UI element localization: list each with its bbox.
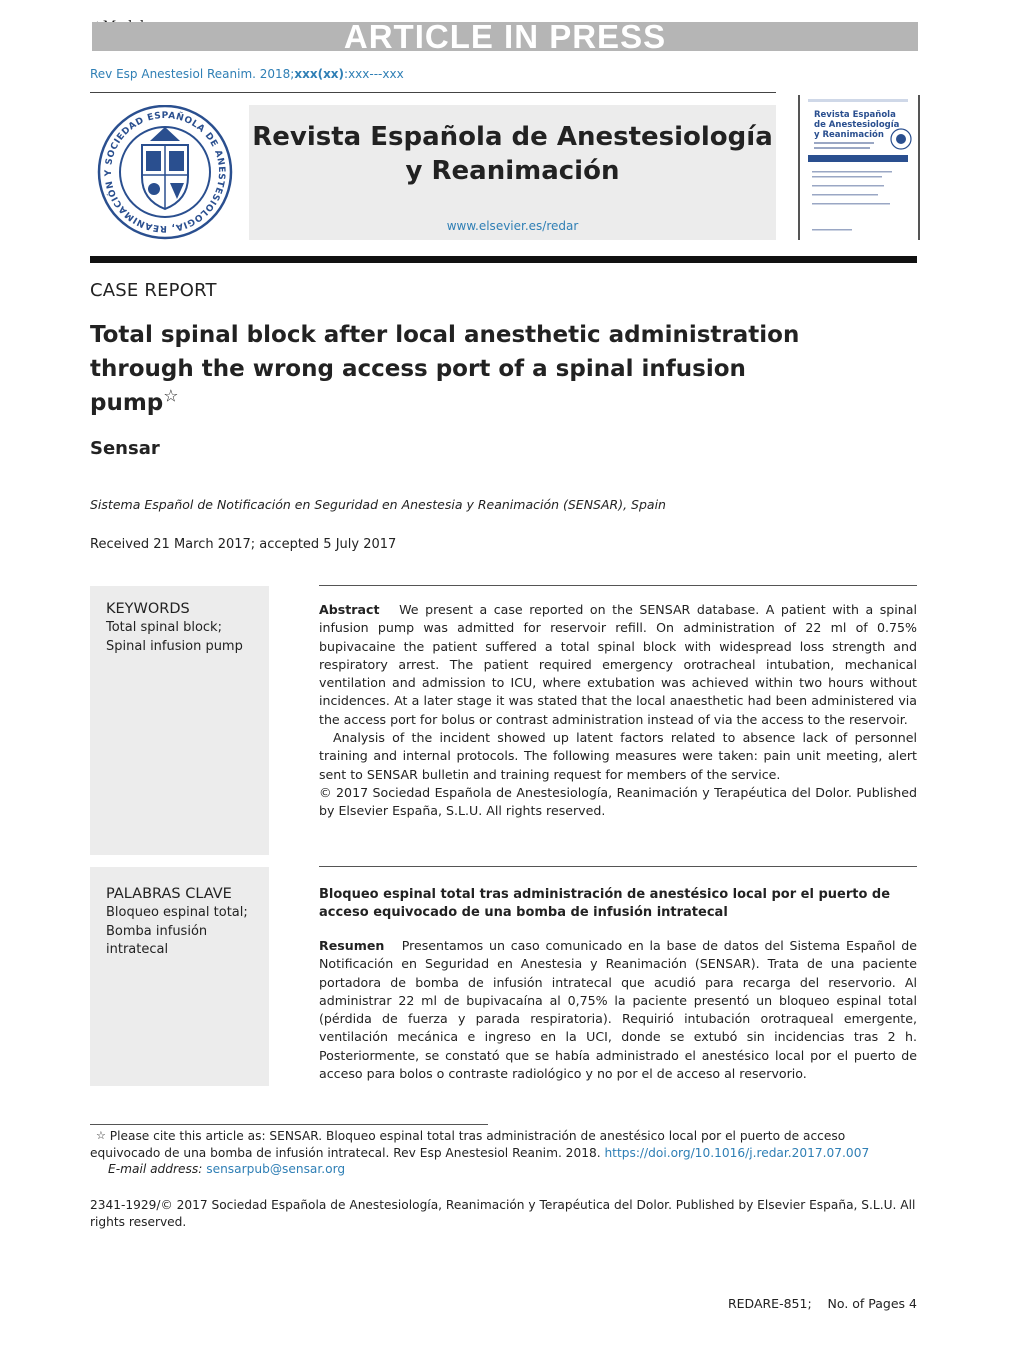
cover-title-line1: Revista Española [814, 110, 896, 120]
cover-title-line3: y Reanimación [814, 130, 884, 140]
palabra-clave-item: Bomba infusión intratecal [106, 923, 208, 957]
abstract-top-rule [319, 585, 917, 586]
resumen-label: Resumen [319, 938, 385, 953]
article-in-press-banner [92, 18, 918, 55]
email-label: E-mail address: [108, 1162, 203, 1176]
journal-url-link[interactable]: www.elsevier.es/redar [446, 219, 579, 233]
keyword-item: Spinal infusion pump [106, 638, 243, 654]
citation-volume: xxx(xx) [294, 67, 345, 81]
journal-citation [90, 67, 404, 81]
banner-text: ARTICLE IN PRESS [343, 18, 667, 55]
author-affiliation: Sistema Español de Notificación en Seguridad en Anestesia y Reanimación (SENSAR), Spain [90, 497, 666, 512]
doi-link[interactable]: https://doi.org/10.1016/j.redar.2017.07.007 [604, 1145, 870, 1160]
page-info: REDARE-851; No. of Pages 4 [727, 1296, 917, 1311]
seal-text: SOCIEDAD ESPAÑOLA DE ANESTESIOLOGIA, REANIMACIÓN Y [103, 110, 227, 234]
article-title-text: Total spinal block after local anesthetic administration through the wrong access port of a spinal infusion pump [90, 322, 800, 416]
abstract-text-1: We present a case reported on the SENSAR database. A patient with a spinal infusion pump was admitted for reservoir refill. On administration of 22 ml of 0.75% bupivacaine the patient suffered a total spinal block with widespread loss strength and respiratory arrest. The patient required emergency orotracheal intubation, mechanical ventilation and admission to ICU, where extubation was achieved within two hours without incidences. At a later stage it was stated that the local anaesthetic had been administered via the access port for bolus or contrast administration instead of via the access to the reservoir. [319, 602, 917, 727]
article-type-label: CASE REPORT [90, 280, 217, 301]
abstract-label: Abstract [319, 602, 380, 617]
english-abstract [319, 601, 917, 821]
palabras-clave-box [90, 867, 269, 1086]
abstract-paragraph-1 [319, 601, 917, 729]
cover-image [800, 95, 918, 240]
palabra-clave-item: Bloqueo espinal total; [106, 905, 248, 920]
resumen-text: Presentamos un caso comunicado en la base de datos del Sistema Español de Notificación en Seguridad en Anestesia y Reanimación (SENSAR). Trata de una paciente portadora de bomba de infusión intratecal que acudió para recarga del reservorio. Al administrar 22 ml de bupivacaína al 0,75% la paciente presentó un bloqueo espinal total (pérdida de fuerza y parada respiratoria). Requirió intubación orotraqueal emergente, ventilación mecánica e ingreso en la UCI, donde se extubó sin incidencias tras 2 h. Posteriormente, se constató que se había administrado el anestésico local por el puerto de acceso para bolos o contraste radiológico y no por el de acceso al reservorio. [319, 938, 917, 1082]
email-link[interactable]: sensarpub@sensar.org [206, 1162, 346, 1176]
article-title [90, 318, 810, 420]
journal-cover-thumbnail [798, 95, 920, 240]
society-seal-icon [90, 105, 240, 240]
keyword-item: Total spinal block; [106, 620, 222, 635]
journal-header-box [249, 105, 776, 240]
spanish-resumen [319, 937, 917, 1083]
abstract-copyright: © 2017 Sociedad Española de Anestesiología, Reanimación y Terapéutica del Dolor. Published by Elsevier España, S.L.U. All rights reserved. [319, 784, 917, 819]
footnote-star: ☆ [96, 1129, 106, 1142]
society-logo [90, 105, 240, 240]
citation-footnote [90, 1128, 917, 1161]
keywords-heading: KEYWORDS [106, 601, 190, 617]
footnote-rule [90, 1124, 488, 1125]
abstract-paragraph-2: Analysis of the incident showed up latent factors related to absence lack of personnel training and internal protocols. The following measures were taken: pain unit meeting, alert sent to SENSAR bulletin and training request for members of the service. [319, 730, 917, 782]
citation-prefix: Rev Esp Anestesiol Reanim. 2018; [90, 67, 295, 81]
journal-title [249, 120, 776, 188]
header-rule [90, 92, 776, 93]
resumen-top-rule [319, 866, 917, 867]
cover-title-line2: de Anestesiología [814, 120, 900, 130]
received-dates: Received 21 March 2017; accepted 5 July 2017 [90, 537, 397, 552]
header-thick-rule [90, 256, 917, 263]
title-footnote-star[interactable]: ☆ [163, 386, 179, 407]
issn-copyright: 2341-1929/© 2017 Sociedad Española de Anestesiología, Reanimación y Terapéutica del Dolor. Published by Elsevier España, S.L.U. All rights reserved. [90, 1198, 916, 1229]
email-footnote [108, 1161, 345, 1178]
journal-title-line1: Revista Española de Anestesiología [252, 122, 773, 152]
author-name: Sensar [90, 438, 160, 459]
journal-title-line2: y Reanimación [405, 156, 620, 186]
citation-pages: :xxx---xxx [344, 67, 404, 81]
keywords-box [90, 586, 269, 855]
footnote-cite-text: Please cite this article as: SENSAR. Bloqueo espinal total tras administración de anestésico local por el puerto de acceso equivocado de una bomba de infusión intratecal. Rev Esp Anestesiol Reanim. 2018. [90, 1129, 846, 1160]
spanish-title: Bloqueo espinal total tras administración de anestésico local por el puerto de acceso equivocado de una bomba de infusión intratecal [319, 887, 891, 920]
resumen-paragraph [319, 937, 917, 1083]
palabras-clave-heading: PALABRAS CLAVE [106, 886, 232, 902]
